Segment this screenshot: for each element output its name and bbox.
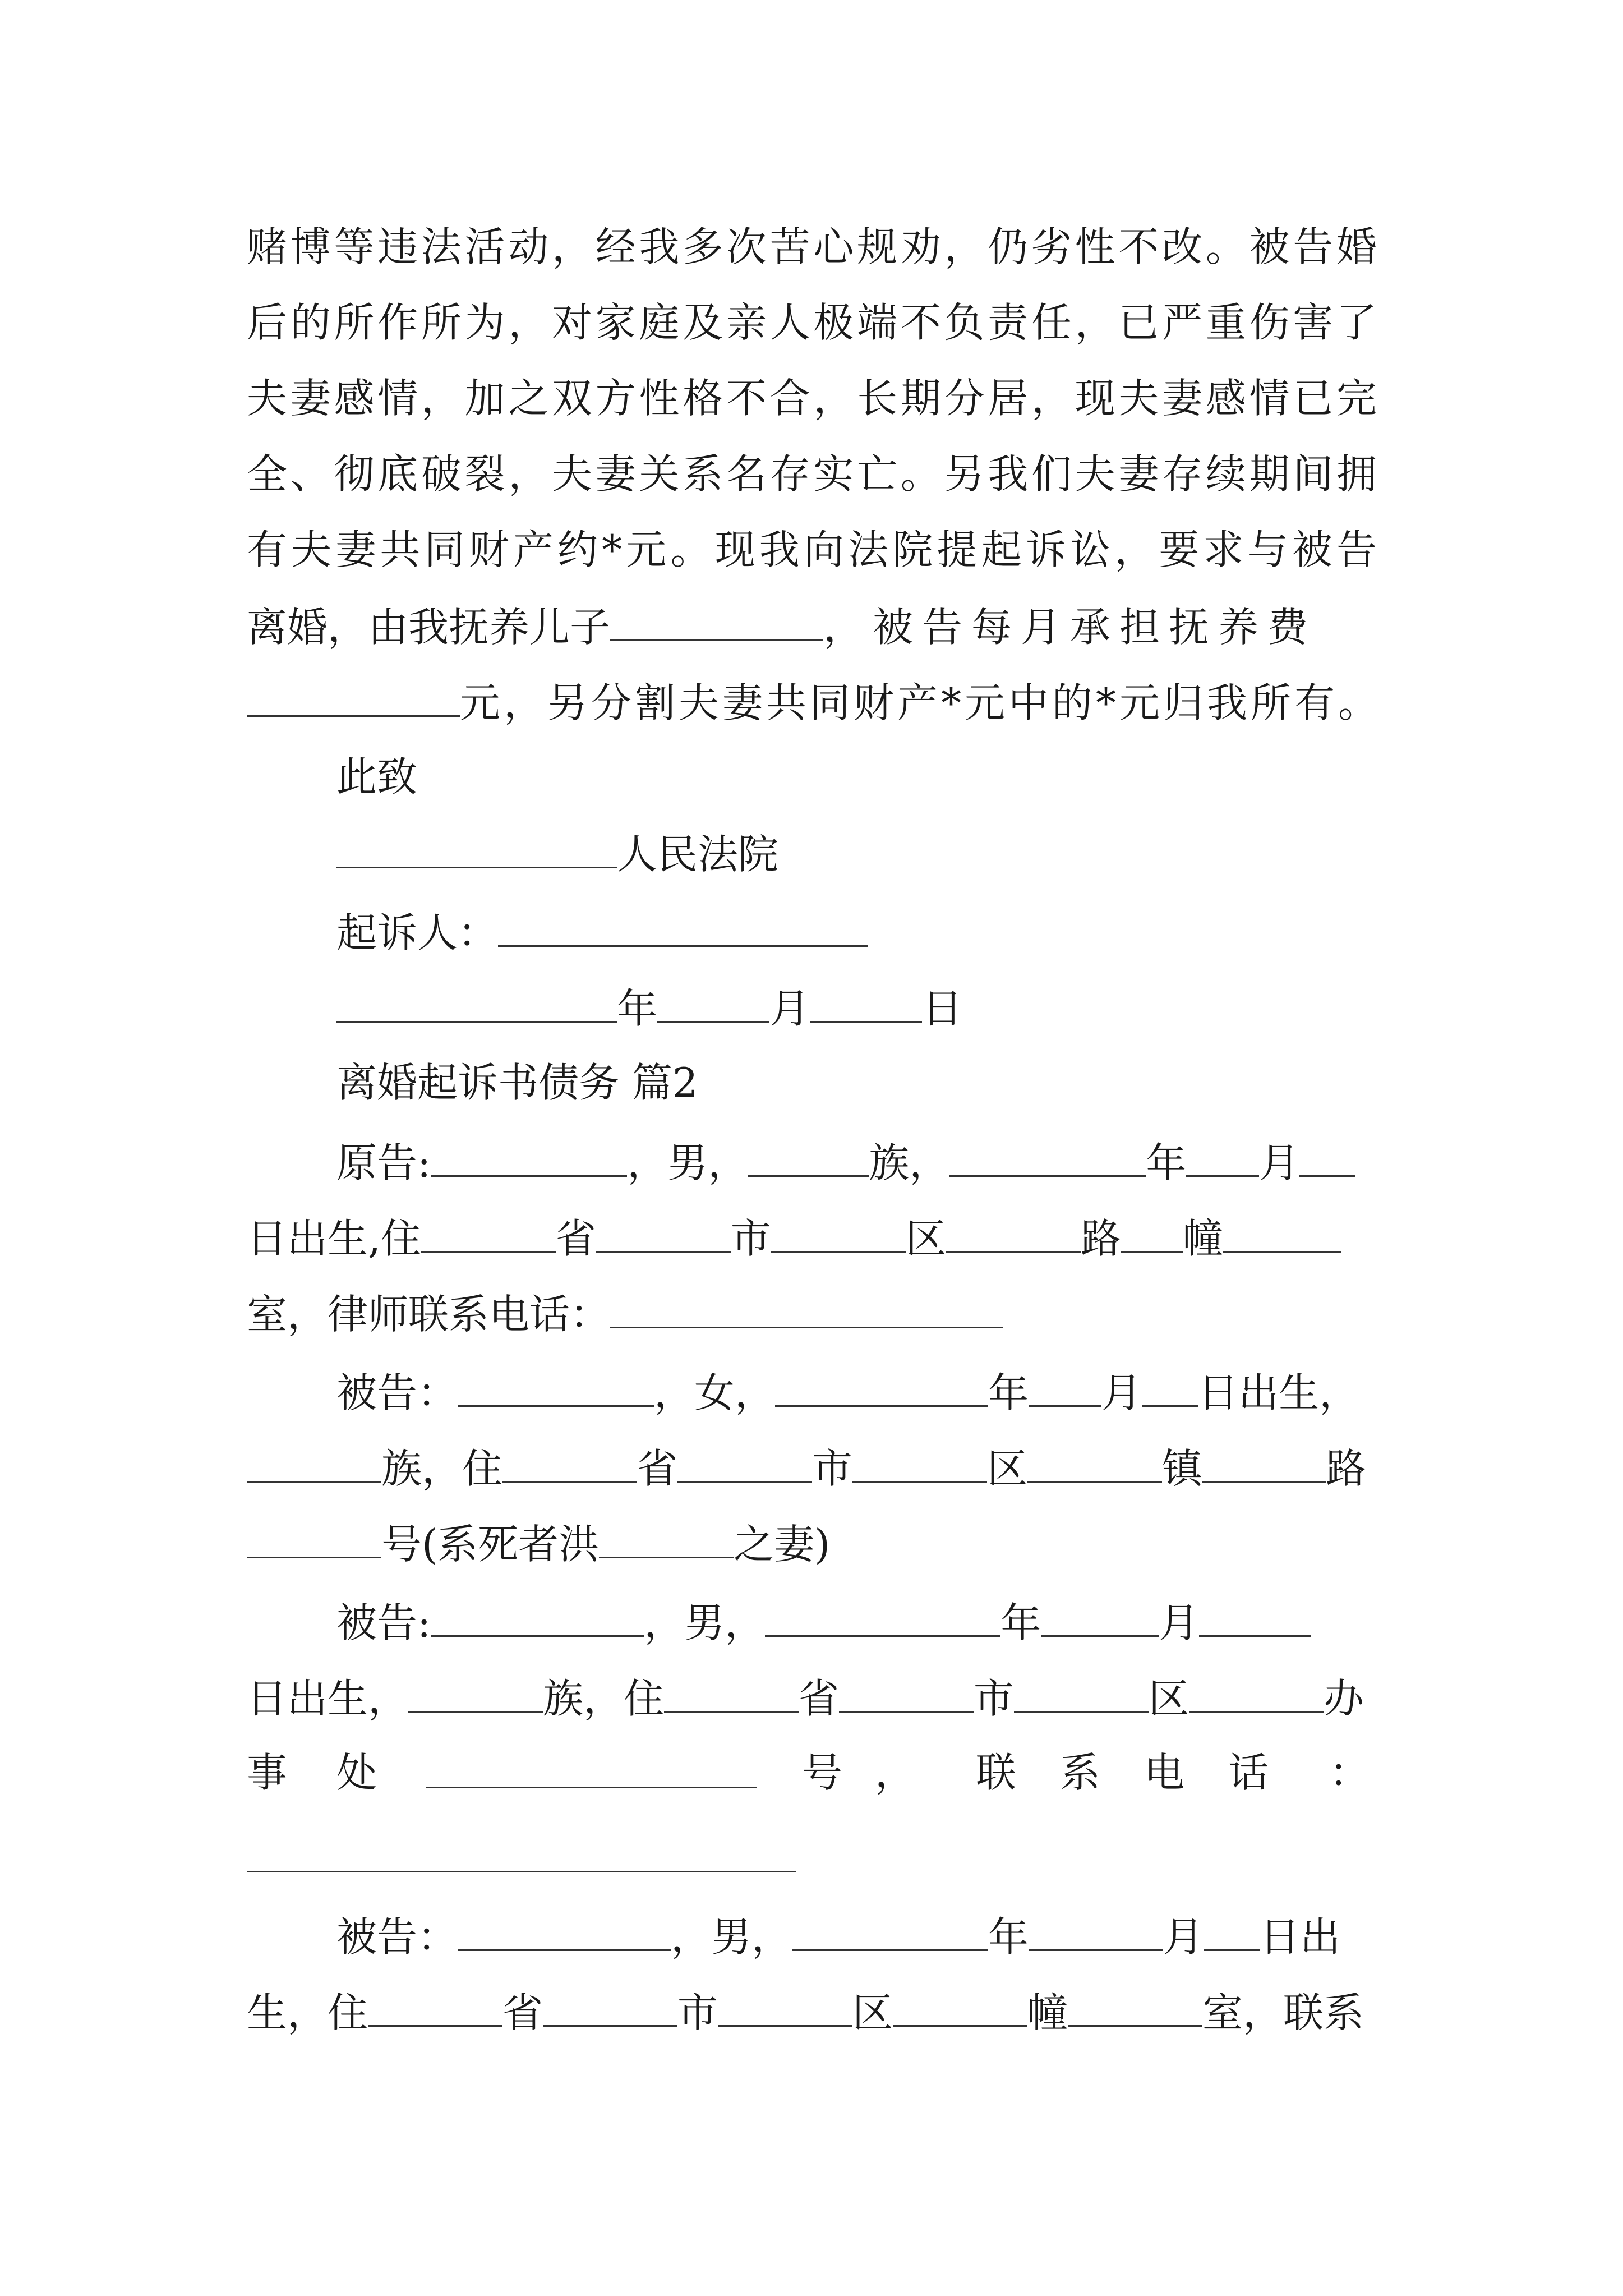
defendant1-line-1 (336, 1366, 1377, 1416)
province-text: 省 (799, 1675, 840, 1722)
number-text: 号 (802, 1749, 843, 1796)
body-text: 有夫妻共同财产约*元。现我向法院提起诉讼，要求与被告 (247, 526, 1377, 573)
court-line (336, 827, 1377, 878)
fill-blank (1223, 1212, 1341, 1253)
province-text: 省 (502, 1989, 543, 2036)
month-text: 月 (769, 985, 810, 1032)
phone-label: 话 (1228, 1749, 1269, 1796)
fill-blank (1202, 1442, 1326, 1483)
fill-blank (1029, 1910, 1163, 1951)
road-text: 路 (1326, 1445, 1367, 1492)
year-text: 年 (988, 1913, 1029, 1961)
plaintiff-line-2 (247, 1212, 1377, 1262)
fill-blank (748, 1136, 869, 1177)
body-text: 全、彻底破裂，夫妻关系名存实亡。另我们夫妻存续期间拥 (247, 450, 1377, 498)
town-text: 镇 (1162, 1445, 1203, 1492)
fill-blank (1204, 1910, 1260, 1951)
fill-blank (893, 1986, 1027, 2027)
ethnic-text: 族，住 (543, 1675, 665, 1722)
body-text: 元，另分割夫妻共同财产*元中的*元归我所有。 (460, 679, 1382, 726)
ethnic-text: 族， (869, 1139, 950, 1186)
plaintiff-sign-label: 起诉人： (336, 909, 499, 956)
fill-blank (810, 982, 922, 1023)
phone-label: 联 (976, 1749, 1017, 1796)
building-text: 幢 (1027, 1989, 1068, 2036)
city-text: 市 (812, 1445, 853, 1492)
month-text: 月 (1163, 1913, 1204, 1961)
body-line (247, 297, 1377, 348)
city-text: 市 (677, 1989, 718, 2036)
fill-blank (1068, 1986, 1202, 2027)
body-text: ，被告每月承担抚养费 (823, 604, 1317, 651)
fill-blank (946, 1212, 1081, 1253)
gender-text: ，男， (671, 1913, 792, 1961)
date-line (336, 982, 1377, 1032)
fill-blank (421, 1212, 556, 1253)
phone-label: 系 (1060, 1749, 1101, 1796)
month-text: 月 (1159, 1599, 1200, 1646)
birth-text: 日出 (1260, 1913, 1341, 1961)
defendant1-line-2 (247, 1442, 1377, 1492)
body-text: 后的所作所为，对家庭及亲人极端不负责任，已严重伤害了 (247, 299, 1377, 346)
court-text: 人民法院 (617, 831, 779, 878)
year-text: 年 (988, 1369, 1029, 1416)
phone-label: 室，联系 (1202, 1989, 1364, 2036)
phone-label: 电 (1144, 1749, 1185, 1796)
fill-blank (247, 1871, 796, 1872)
district-text: 区 (987, 1445, 1028, 1492)
fill-blank (458, 1910, 671, 1951)
fill-blank (1029, 1366, 1101, 1407)
number-text: 号(系死者洪 (381, 1521, 600, 1568)
gender-text: ，女， (654, 1369, 776, 1416)
fill-blank (775, 1366, 988, 1407)
fill-blank (771, 1212, 906, 1253)
district-text: 区 (905, 1215, 946, 1262)
plaintiff-line-1 (336, 1136, 1377, 1186)
defendant1-line-3 (247, 1517, 1377, 1568)
ethnic-text: 族，住 (381, 1445, 503, 1492)
fill-blank (610, 600, 823, 641)
cizhi-text: 此致 (336, 753, 418, 800)
fill-blank (1299, 1136, 1355, 1177)
body-line (247, 373, 1377, 424)
body-line (247, 600, 1377, 651)
fill-blank (718, 1986, 852, 2027)
district-text: 区 (852, 1989, 893, 2036)
fill-blank (247, 1442, 381, 1483)
fill-blank (765, 1596, 1000, 1637)
body-line (247, 524, 1377, 575)
plaintiff-line-3 (247, 1287, 1377, 1338)
body-line (247, 222, 1377, 272)
building-text: 幢 (1182, 1215, 1223, 1262)
fill-blank (1199, 1596, 1311, 1637)
section-title-text: 离婚起诉书债务 篇2 (336, 1059, 698, 1106)
district-text: 区 (1149, 1675, 1189, 1722)
road-text: 路 (1080, 1215, 1121, 1262)
fill-blank (839, 1672, 974, 1713)
body-text: 离婚，由我抚养儿子 (247, 604, 611, 651)
fill-blank (247, 676, 460, 717)
month-text: 月 (1259, 1139, 1300, 1186)
fill-blank (1142, 1366, 1198, 1407)
office-text: 办 (1324, 1675, 1364, 1722)
body-text: 赌博等违法活动，经我多次苦心规劝，仍劣性不改。被告婚 (247, 223, 1377, 270)
section-title (336, 1057, 1377, 1108)
birth-text: 生，住 (247, 1989, 368, 2036)
fill-blank (596, 1212, 731, 1253)
fill-blank (677, 1442, 812, 1483)
fill-blank (610, 1287, 1003, 1328)
fill-blank (368, 1986, 502, 2027)
fill-blank (408, 1672, 543, 1713)
city-text: 市 (730, 1215, 771, 1262)
fill-blank (431, 1596, 644, 1637)
fill-blank (1189, 1672, 1324, 1713)
fill-blank (247, 1517, 381, 1558)
fill-blank (502, 1442, 637, 1483)
province-text: 省 (637, 1445, 678, 1492)
fill-blank (1041, 1596, 1159, 1637)
defendant-label: 被告: (336, 1599, 431, 1646)
salutation (336, 752, 1377, 802)
punctuation-text: ： (1329, 1749, 1370, 1796)
province-text: 省 (555, 1215, 596, 1262)
defendant3-line-2 (247, 1986, 1377, 2036)
birth-text: 日出生,住 (247, 1215, 421, 1262)
fill-blank (458, 1366, 654, 1407)
fill-blank (792, 1910, 988, 1951)
year-text: 年 (617, 985, 658, 1032)
year-text: 年 (1146, 1139, 1187, 1186)
defendant2-line-1 (336, 1596, 1377, 1646)
plaintiff-sign-line (336, 906, 1377, 956)
fill-blank (543, 1986, 677, 2027)
fill-blank (1121, 1212, 1183, 1253)
fill-blank (426, 1747, 757, 1788)
body-text: 夫妻感情，加之双方性格不合，长期分居，现夫妻感情已完 (247, 375, 1377, 422)
body-line (247, 449, 1377, 499)
office-text: 处 (336, 1749, 377, 1796)
gender-text: ，男， (644, 1599, 766, 1646)
birth-text: 日出生， (1198, 1369, 1360, 1416)
defendant3-line-1 (336, 1910, 1377, 1961)
day-text: 日 (922, 985, 963, 1032)
fill-blank (599, 1517, 734, 1558)
defendant2-line-2 (247, 1672, 1377, 1722)
fill-blank (336, 827, 617, 868)
fill-blank (1027, 1442, 1162, 1483)
fill-blank (431, 1136, 627, 1177)
fill-blank (1186, 1136, 1259, 1177)
defendant-label: 被告： (336, 1369, 458, 1416)
defendant2-line-3 (247, 1747, 1377, 1798)
phone-label: 室，律师联系电话： (247, 1291, 611, 1338)
relation-text: 之妻) (734, 1521, 831, 1568)
fill-blank (657, 982, 769, 1023)
fill-blank (498, 906, 868, 947)
defendant-label: 被告： (336, 1913, 458, 1961)
fill-blank (852, 1442, 987, 1483)
body-line (247, 676, 1382, 726)
punctuation-text: ， (875, 1749, 916, 1796)
fill-blank (949, 1136, 1146, 1177)
month-text: 月 (1101, 1369, 1142, 1416)
office-text: 事 (247, 1749, 288, 1796)
fill-blank (664, 1672, 799, 1713)
gender-text: ，男， (627, 1139, 749, 1186)
fill-blank (1014, 1672, 1149, 1713)
year-text: 年 (1000, 1599, 1041, 1646)
fill-blank (336, 982, 617, 1023)
city-text: 市 (974, 1675, 1015, 1722)
plaintiff-label: 原告: (336, 1139, 431, 1186)
birth-text: 日出生， (247, 1675, 409, 1722)
